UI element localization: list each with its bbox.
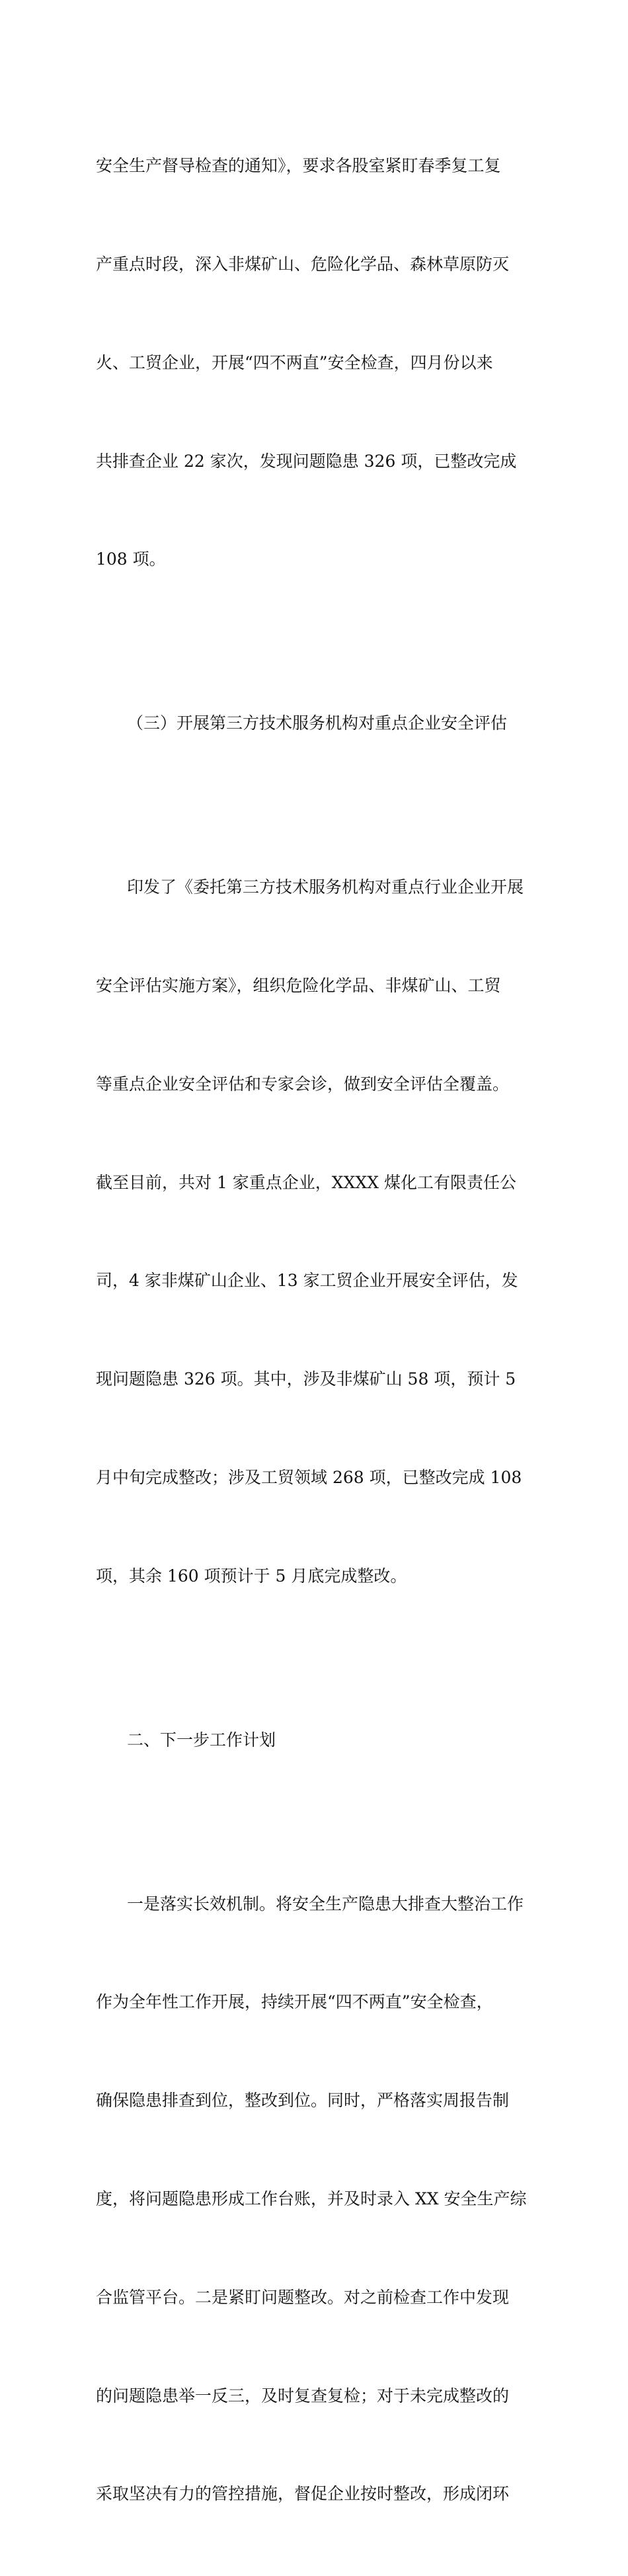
section-heading-next-steps — [96, 1658, 535, 1822]
text-line: 截至目前，共对 1 家重点企业，XXXX 煤化工有限责任公 — [96, 1172, 516, 1192]
text-line: 共排查企业 22 家次，发现问题隐患 326 项，已整改完成 — [96, 451, 517, 471]
text-line: 产重点时段，深入非煤矿山、危险化学品、森林草原防灭 — [96, 254, 510, 274]
text-line: 火、工贸企业，开展“四不两直”安全检查，四月份以来 — [96, 352, 493, 372]
paragraph-inspection-summary — [96, 84, 535, 641]
paragraph-third-party-assessment — [96, 805, 535, 1658]
text-line: 108 项。 — [96, 549, 166, 569]
text-line: 的问题隐患举一反三，及时复查复检；对于未完成整改的 — [96, 2386, 510, 2405]
document-body — [96, 84, 535, 2576]
text-line: 确保隐患排查到位，整改到位。同时，严格落实周报告制 — [96, 2091, 510, 2111]
heading-text: （三）开展第三方技术服务机构对重点企业安全评估 — [127, 713, 508, 733]
text-line: 项，其余 160 项预计于 5 月底完成整改。 — [96, 1566, 407, 1586]
text-line: 度，将问题隐患形成工作台账，并及时录入 XX 安全生产综 — [96, 2189, 527, 2208]
section-heading-third-party-assessment — [96, 641, 535, 805]
paragraph-next-steps — [96, 1822, 535, 2576]
text-line: 司，4 家非煤矿山企业、13 家工贸企业开展安全评估，发 — [96, 1271, 518, 1291]
text-line: 月中旬完成整改；涉及工贸领域 268 项，已整改完成 108 — [96, 1467, 522, 1487]
text-line: 安全生产督导检查的通知》，要求各股室紧盯春季复工复 — [96, 156, 501, 176]
text-line: 安全评估实施方案》，组织危险化学品、非煤矿山、工贸 — [96, 976, 501, 996]
text-line: 采取坚决有力的管控措施，督促企业按时整改，形成闭环 — [96, 2484, 510, 2504]
text-line: 印发了《委托第三方技术服务机构对重点行业企业开展 — [127, 877, 524, 897]
heading-text: 二、下一步工作计划 — [127, 1730, 276, 1750]
text-line: 合监管平台。二是紧盯问题整改。对之前检查工作中发现 — [96, 2287, 510, 2307]
text-line: 等重点企业安全评估和专家会诊，做到安全评估全覆盖。 — [96, 1074, 510, 1094]
text-line: 现问题隐患 326 项。其中，涉及非煤矿山 58 项，预计 5 — [96, 1369, 516, 1389]
text-line: 一是落实长效机制。将安全生产隐患大排查大整治工作 — [127, 1894, 524, 1913]
text-line: 作为全年性工作开展，持续开展“四不两直”安全检查， — [96, 1992, 493, 2012]
